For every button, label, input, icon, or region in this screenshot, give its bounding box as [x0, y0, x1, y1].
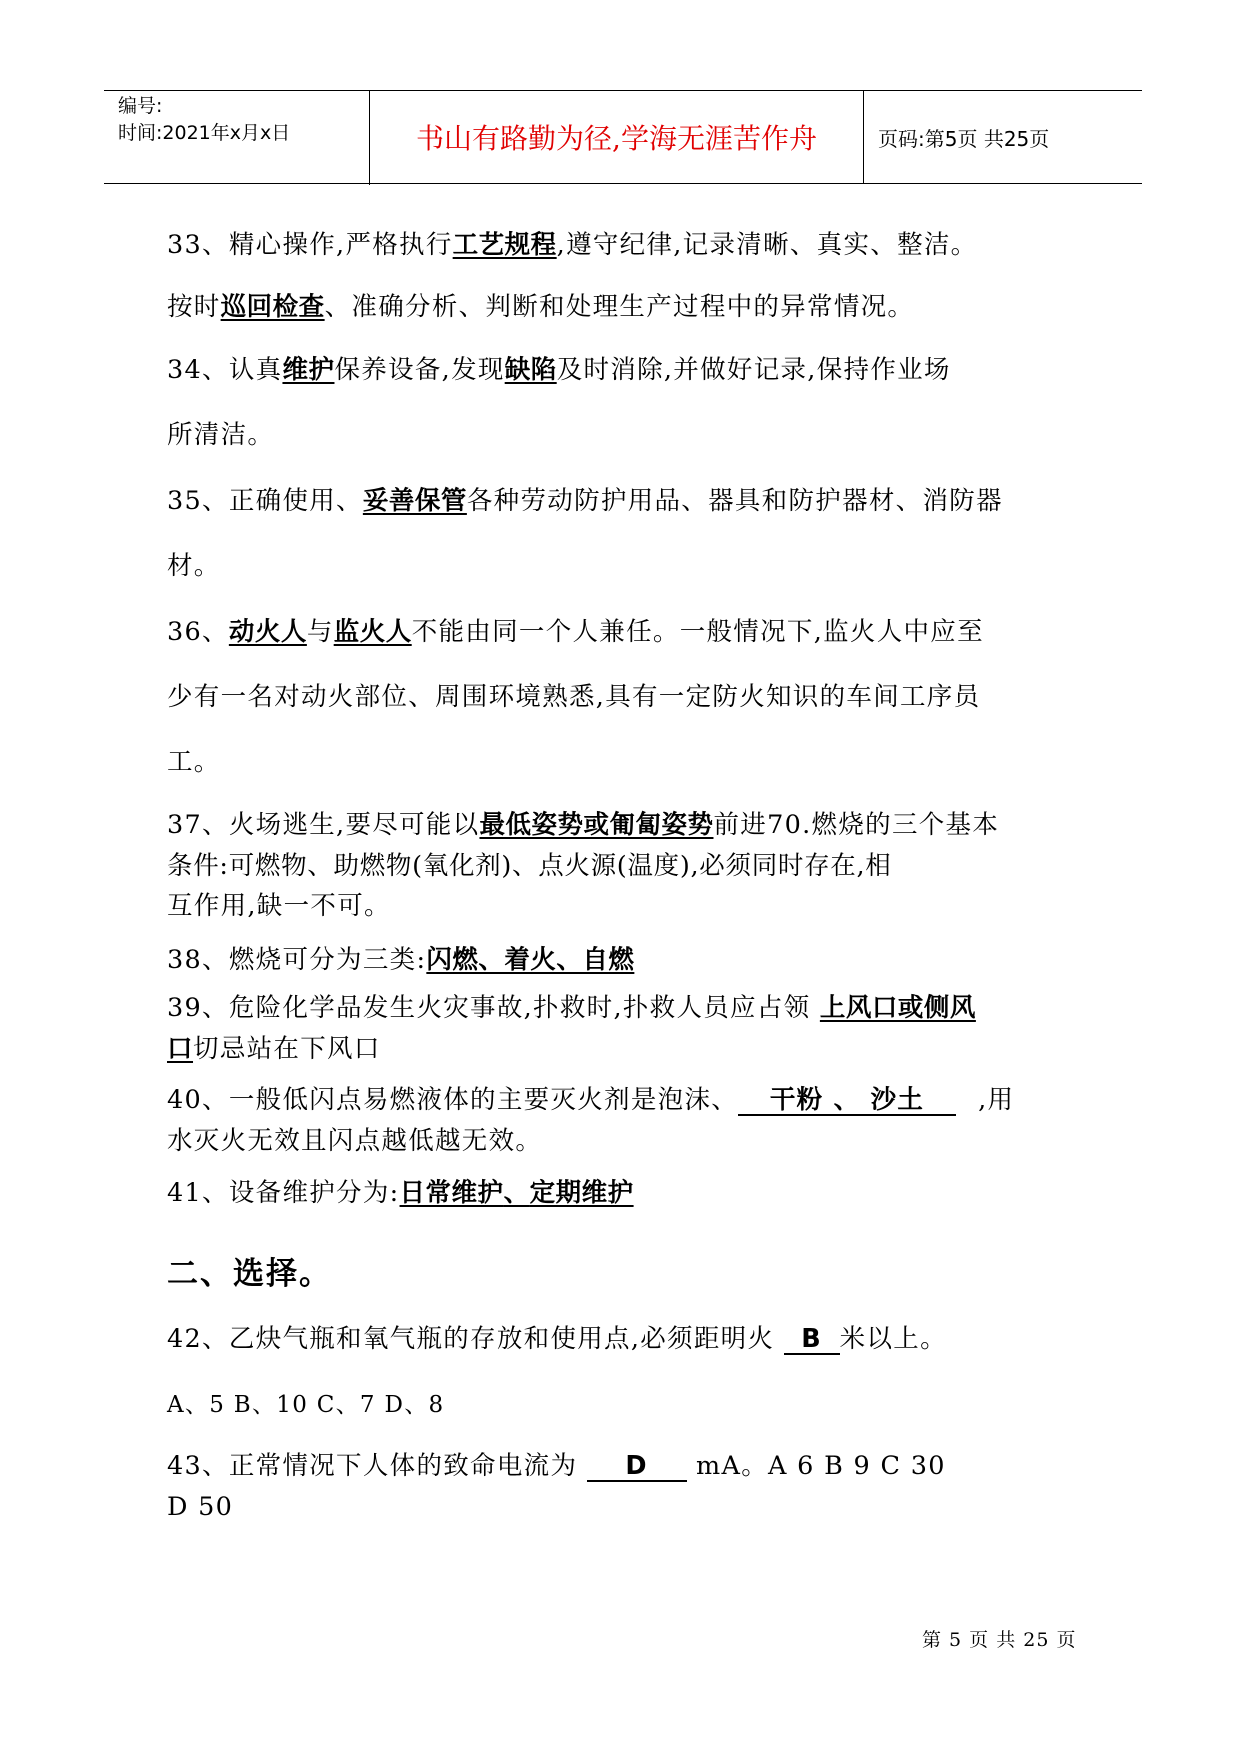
q39-line2: 口切忌站在下风口 [167, 1034, 381, 1064]
answer-q38: 闪燃、着火、自燃 [426, 945, 635, 975]
answer-q33-1: 工艺规程 [452, 230, 557, 260]
answer-q36-1: 动火人 [228, 617, 307, 647]
q37-line2: 条件:可燃物、助燃物(氧化剂)、点火源(温度),必须同时存在,相 [167, 851, 892, 881]
q41-line1: 41、设备维护分为:日常维护、定期维护 [167, 1178, 634, 1208]
answer-q41-2: 定期维护 [529, 1178, 634, 1208]
answer-q39-2: 口 [167, 1034, 194, 1064]
q36-line2: 少有一名对动火部位、周围环境熟悉,具有一定防火知识的车间工序员 [167, 682, 981, 712]
q43-line2: D 50 [167, 1492, 234, 1522]
q42-options: A、5 B、10 C、7 D、8 [167, 1392, 445, 1418]
q36-line1: 36、动火人与监火人不能由同一个人兼任。一般情况下,监火人中应至 [167, 617, 984, 647]
answer-q41-1: 日常维护 [399, 1178, 504, 1208]
answer-q35: 妥善保管 [362, 486, 467, 516]
q34-line1: 34、认真维护保养设备,发现缺陷及时消除,并做好记录,保持作业场 [167, 355, 951, 385]
section-title: 二、选择。 [167, 1256, 332, 1292]
header-table [104, 90, 1142, 184]
answer-q33-2: 巡回检查 [220, 292, 325, 322]
time-label: 时间:2021年x月x日 [118, 122, 291, 144]
q34-line2: 所清洁。 [167, 420, 275, 450]
q37-line1: 37、火场逃生,要尽可能以最低姿势或匍匐姿势前进70.燃烧的三个基本 [167, 810, 1000, 840]
answer-q34-2: 缺陷 [504, 355, 557, 385]
q37-line3: 互作用,缺一不可。 [167, 891, 391, 921]
number-label: 编号: [118, 95, 163, 117]
q33-line2: 按时巡回检查、准确分析、判断和处理生产过程中的异常情况。 [167, 292, 915, 322]
q36-line3: 工。 [167, 747, 221, 777]
page-footer: 第 5 页 共 25 页 [922, 1629, 1077, 1651]
q43-line1: 43、正常情况下人体的致命电流为 D mA。A 6 B 9 C 30 [167, 1451, 946, 1481]
answer-q43: D [587, 1452, 687, 1482]
q40-line1: 40、一般低闪点易燃液体的主要灭火剂是泡沫、 干粉 、 沙土 ,用 [167, 1085, 1015, 1115]
answer-q39-1: 上风口或侧风 [819, 993, 976, 1023]
page-code: 页码:第5页 共25页 [878, 126, 1050, 151]
header-left-cell [104, 91, 370, 185]
q40-line2: 水灭火无效且闪点越低越无效。 [167, 1126, 543, 1156]
answer-q42: B [784, 1325, 840, 1355]
q35-line1: 35、正确使用、妥善保管各种劳动防护用品、器具和防护器材、消防器 [167, 486, 1003, 516]
q33-line1: 33、精心操作,严格执行工艺规程,遵守纪律,记录清晰、真实、整洁。 [167, 230, 978, 260]
q39-line1: 39、危险化学品发生火灾事故,扑救时,扑救人员应占领 上风口或侧风 [167, 993, 976, 1023]
q38-line1: 38、燃烧可分为三类:闪燃、着火、自燃 [167, 945, 635, 975]
answer-q40: 干粉 、 沙土 [738, 1086, 956, 1116]
motto: 书山有路勤为径,学海无涯苦作舟 [370, 91, 864, 183]
q35-line2: 材。 [167, 551, 221, 581]
answer-q36-2: 监火人 [333, 617, 412, 647]
answer-q37: 最低姿势或匍匐姿势 [479, 810, 714, 840]
q42-line1: 42、乙炔气瓶和氧气瓶的存放和使用点,必须距明火 B 米以上。 [167, 1324, 947, 1354]
answer-q34-1: 维护 [282, 355, 335, 385]
